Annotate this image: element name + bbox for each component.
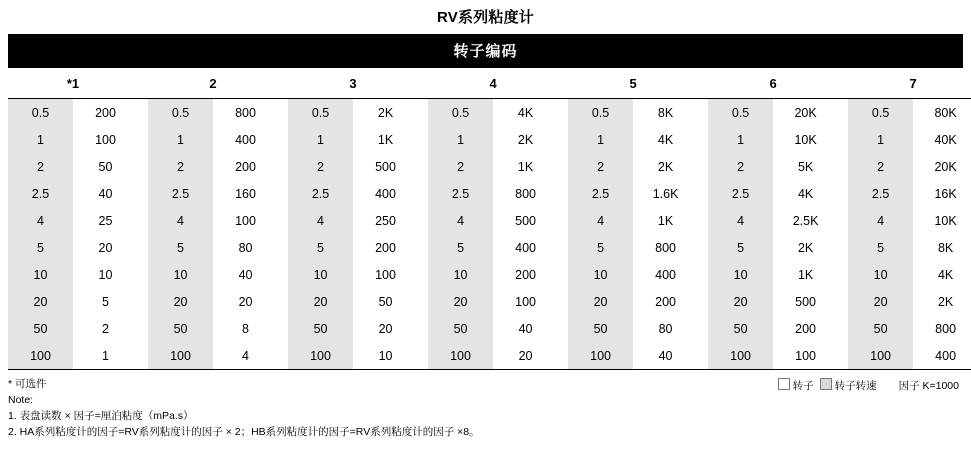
cell-rotor-speed: 20: [8, 288, 73, 315]
cell-gap: [698, 315, 708, 342]
cell-factor: 80K: [913, 99, 971, 127]
cell-gap: [278, 315, 288, 342]
column-header-1: *1: [8, 68, 138, 99]
column-header-5: 5: [568, 68, 698, 99]
cell-factor: 800: [633, 234, 698, 261]
cell-rotor-speed: 5: [428, 234, 493, 261]
header-gap: [558, 68, 568, 99]
cell-rotor-speed: 100: [848, 342, 913, 370]
cell-rotor-speed: 50: [8, 315, 73, 342]
cell-gap: [558, 315, 568, 342]
header-gap: [838, 68, 848, 99]
cell-gap: [838, 180, 848, 207]
note-1: 1. 表盘读数 × 因子=厘泊粘度（mPa.s）: [8, 410, 194, 422]
cell-gap: [558, 180, 568, 207]
cell-factor: 40: [73, 180, 138, 207]
cell-rotor-speed: 2.5: [148, 180, 213, 207]
cell-factor: 400: [213, 126, 278, 153]
cell-factor: 20: [353, 315, 418, 342]
cell-gap: [838, 207, 848, 234]
cell-rotor-speed: 0.5: [288, 99, 353, 127]
cell-factor: 10K: [913, 207, 971, 234]
column-header-6: 6: [708, 68, 838, 99]
cell-factor: 50: [73, 153, 138, 180]
cell-gap: [838, 315, 848, 342]
cell-rotor-speed: 4: [848, 207, 913, 234]
cell-gap: [418, 342, 428, 370]
cell-rotor-speed: 2: [848, 153, 913, 180]
cell-gap: [278, 99, 288, 127]
cell-factor: 20K: [773, 99, 838, 127]
cell-gap: [278, 180, 288, 207]
cell-factor: 800: [913, 315, 971, 342]
cell-factor: 1: [73, 342, 138, 370]
cell-gap: [838, 234, 848, 261]
cell-rotor-speed: 20: [428, 288, 493, 315]
cell-gap: [698, 234, 708, 261]
header-gap: [278, 68, 288, 99]
cell-gap: [558, 288, 568, 315]
table-row: [8, 288, 971, 315]
cell-factor: 160: [213, 180, 278, 207]
header-gap: [698, 68, 708, 99]
cell-factor: 25: [73, 207, 138, 234]
cell-factor: 5K: [773, 153, 838, 180]
table-row: [8, 126, 971, 153]
cell-gap: [698, 342, 708, 370]
cell-gap: [698, 261, 708, 288]
cell-gap: [838, 288, 848, 315]
cell-gap: [278, 342, 288, 370]
cell-factor: 4K: [773, 180, 838, 207]
table-row: [8, 180, 971, 207]
cell-gap: [418, 126, 428, 153]
cell-gap: [138, 234, 148, 261]
cell-factor: 200: [773, 315, 838, 342]
cell-rotor-speed: 50: [568, 315, 633, 342]
cell-factor: 4: [213, 342, 278, 370]
cell-factor: 200: [353, 234, 418, 261]
cell-gap: [138, 288, 148, 315]
cell-gap: [698, 207, 708, 234]
cell-factor: 4K: [633, 126, 698, 153]
cell-rotor-speed: 1: [8, 126, 73, 153]
cell-factor: 10K: [773, 126, 838, 153]
cell-factor: 40: [493, 315, 558, 342]
cell-rotor-speed: 2: [568, 153, 633, 180]
cell-rotor-speed: 2.5: [708, 180, 773, 207]
cell-factor: 1K: [773, 261, 838, 288]
cell-rotor-speed: 5: [848, 234, 913, 261]
cell-gap: [418, 99, 428, 127]
cell-gap: [138, 180, 148, 207]
cell-rotor-speed: 10: [148, 261, 213, 288]
cell-rotor-speed: 1: [568, 126, 633, 153]
cell-rotor-speed: 4: [708, 207, 773, 234]
cell-rotor-speed: 5: [148, 234, 213, 261]
cell-gap: [698, 153, 708, 180]
cell-rotor-speed: 1: [708, 126, 773, 153]
legend: [778, 378, 959, 394]
cell-gap: [558, 234, 568, 261]
table-row: [8, 261, 971, 288]
cell-gap: [558, 126, 568, 153]
cell-rotor-speed: 50: [148, 315, 213, 342]
cell-factor: 1K: [353, 126, 418, 153]
cell-factor: 200: [73, 99, 138, 127]
cell-factor: 2K: [493, 126, 558, 153]
cell-rotor-speed: 100: [568, 342, 633, 370]
legend-speed: [820, 378, 877, 394]
cell-factor: 400: [633, 261, 698, 288]
cell-gap: [418, 153, 428, 180]
cell-gap: [138, 153, 148, 180]
cell-rotor-speed: 10: [848, 261, 913, 288]
cell-rotor-speed: 10: [288, 261, 353, 288]
cell-gap: [138, 261, 148, 288]
cell-factor: 4K: [493, 99, 558, 127]
cell-rotor-speed: 5: [708, 234, 773, 261]
cell-gap: [698, 126, 708, 153]
cell-factor: 1.6K: [633, 180, 698, 207]
cell-rotor-speed: 2.5: [288, 180, 353, 207]
cell-factor: 100: [213, 207, 278, 234]
cell-gap: [278, 153, 288, 180]
cell-factor: 400: [913, 342, 971, 370]
note-label: Note:: [8, 394, 34, 406]
table-row: [8, 342, 971, 370]
cell-gap: [138, 315, 148, 342]
cell-rotor-speed: 50: [848, 315, 913, 342]
table-row: [8, 153, 971, 180]
column-header-4: 4: [428, 68, 558, 99]
cell-rotor-speed: 4: [148, 207, 213, 234]
cell-rotor-speed: 2.5: [848, 180, 913, 207]
cell-factor: 250: [353, 207, 418, 234]
cell-rotor-speed: 2.5: [428, 180, 493, 207]
cell-rotor-speed: 2: [708, 153, 773, 180]
table-row: [8, 99, 971, 127]
cell-gap: [838, 153, 848, 180]
cell-factor: 20: [493, 342, 558, 370]
column-header-7: 7: [848, 68, 971, 99]
cell-factor: 20: [213, 288, 278, 315]
cell-factor: 100: [73, 126, 138, 153]
cell-factor: 8K: [633, 99, 698, 127]
cell-gap: [838, 126, 848, 153]
cell-factor: 500: [493, 207, 558, 234]
cell-rotor-speed: 0.5: [568, 99, 633, 127]
cell-factor: 20K: [913, 153, 971, 180]
cell-gap: [558, 342, 568, 370]
cell-gap: [838, 342, 848, 370]
cell-factor: 80: [213, 234, 278, 261]
cell-gap: [278, 288, 288, 315]
cell-rotor-speed: 0.5: [708, 99, 773, 127]
cell-gap: [138, 126, 148, 153]
cell-factor: 400: [353, 180, 418, 207]
cell-gap: [278, 207, 288, 234]
cell-gap: [278, 234, 288, 261]
cell-rotor-speed: 10: [568, 261, 633, 288]
cell-gap: [418, 207, 428, 234]
cell-rotor-speed: 100: [428, 342, 493, 370]
cell-factor: 800: [213, 99, 278, 127]
cell-rotor-speed: 5: [288, 234, 353, 261]
footer: [8, 376, 963, 440]
optional-note: * 可选件: [8, 378, 47, 390]
cell-factor: 100: [493, 288, 558, 315]
cell-gap: [558, 261, 568, 288]
cell-rotor-speed: 100: [8, 342, 73, 370]
cell-rotor-speed: 20: [288, 288, 353, 315]
cell-gap: [418, 315, 428, 342]
cell-rotor-speed: 1: [148, 126, 213, 153]
cell-rotor-speed: 50: [428, 315, 493, 342]
cell-rotor-speed: 1: [428, 126, 493, 153]
cell-rotor-speed: 10: [8, 261, 73, 288]
cell-factor: 40: [213, 261, 278, 288]
cell-factor: 2K: [913, 288, 971, 315]
column-header-2: 2: [148, 68, 278, 99]
cell-factor: 400: [493, 234, 558, 261]
column-header-3: 3: [288, 68, 418, 99]
cell-gap: [698, 288, 708, 315]
cell-factor: 1K: [633, 207, 698, 234]
cell-factor: 4K: [913, 261, 971, 288]
cell-rotor-speed: 20: [708, 288, 773, 315]
cell-factor: 500: [353, 153, 418, 180]
cell-factor: 2.5K: [773, 207, 838, 234]
cell-factor: 2K: [353, 99, 418, 127]
cell-gap: [418, 288, 428, 315]
cell-rotor-speed: 0.5: [848, 99, 913, 127]
cell-rotor-speed: 5: [8, 234, 73, 261]
table-row: [8, 207, 971, 234]
cell-factor: 100: [773, 342, 838, 370]
cell-rotor-speed: 10: [428, 261, 493, 288]
cell-factor: 800: [493, 180, 558, 207]
legend-swatch-gray-icon: [820, 378, 832, 390]
cell-gap: [838, 99, 848, 127]
cell-rotor-speed: 100: [148, 342, 213, 370]
page-title: RV系列粘度计: [437, 9, 534, 26]
cell-factor: 10: [73, 261, 138, 288]
cell-factor: 80: [633, 315, 698, 342]
table-row: [8, 234, 971, 261]
cell-rotor-speed: 2: [148, 153, 213, 180]
cell-rotor-speed: 2.5: [8, 180, 73, 207]
cell-factor: 100: [353, 261, 418, 288]
cell-gap: [418, 180, 428, 207]
legend-rotor-label: 转子: [792, 380, 814, 392]
cell-gap: [698, 180, 708, 207]
cell-factor: 10: [353, 342, 418, 370]
cell-factor: 8K: [913, 234, 971, 261]
cell-gap: [558, 153, 568, 180]
cell-rotor-speed: 100: [708, 342, 773, 370]
cell-gap: [278, 126, 288, 153]
table-header-row: [8, 68, 971, 99]
cell-rotor-speed: 4: [288, 207, 353, 234]
legend-swatch-white-icon: [778, 378, 790, 390]
cell-factor: 1K: [493, 153, 558, 180]
cell-factor: 50: [353, 288, 418, 315]
cell-factor: 200: [493, 261, 558, 288]
cell-rotor-speed: 0.5: [8, 99, 73, 127]
cell-gap: [558, 99, 568, 127]
cell-gap: [278, 261, 288, 288]
table-row: [8, 315, 971, 342]
header-gap: [138, 68, 148, 99]
cell-rotor-speed: 2.5: [568, 180, 633, 207]
cell-factor: 200: [213, 153, 278, 180]
cell-rotor-speed: 50: [288, 315, 353, 342]
cell-rotor-speed: 2: [428, 153, 493, 180]
note-2: 2. HA系列粘度计的因子=RV系列粘度计的因子 × 2；HB系列粘度计的因子=RV系列粘度计的因子 ×8。: [8, 426, 480, 438]
cell-rotor-speed: 4: [428, 207, 493, 234]
cell-gap: [138, 207, 148, 234]
cell-rotor-speed: 100: [288, 342, 353, 370]
table-body: [8, 99, 971, 370]
legend-factor-label: 因子 K=1000: [898, 380, 959, 392]
header-gap: [418, 68, 428, 99]
cell-factor: 8: [213, 315, 278, 342]
cell-gap: [138, 342, 148, 370]
cell-factor: 5: [73, 288, 138, 315]
cell-factor: 40K: [913, 126, 971, 153]
cell-rotor-speed: 2: [8, 153, 73, 180]
cell-gap: [558, 207, 568, 234]
section-banner: 转子编码: [8, 34, 963, 68]
legend-speed-label: 转子转速: [834, 380, 877, 392]
cell-rotor-speed: 20: [568, 288, 633, 315]
rotor-code-table: [8, 68, 971, 370]
cell-gap: [698, 99, 708, 127]
cell-rotor-speed: 1: [288, 126, 353, 153]
cell-gap: [418, 234, 428, 261]
cell-factor: 200: [633, 288, 698, 315]
cell-factor: 2: [73, 315, 138, 342]
cell-gap: [418, 261, 428, 288]
cell-rotor-speed: 4: [8, 207, 73, 234]
legend-rotor: [778, 378, 814, 394]
cell-gap: [138, 99, 148, 127]
cell-rotor-speed: 50: [708, 315, 773, 342]
cell-rotor-speed: 10: [708, 261, 773, 288]
cell-factor: 500: [773, 288, 838, 315]
cell-rotor-speed: 5: [568, 234, 633, 261]
cell-rotor-speed: 20: [148, 288, 213, 315]
cell-rotor-speed: 2: [288, 153, 353, 180]
cell-rotor-speed: 1: [848, 126, 913, 153]
cell-rotor-speed: 0.5: [428, 99, 493, 127]
cell-rotor-speed: 20: [848, 288, 913, 315]
cell-factor: 20: [73, 234, 138, 261]
cell-rotor-speed: 0.5: [148, 99, 213, 127]
cell-factor: 2K: [773, 234, 838, 261]
cell-gap: [838, 261, 848, 288]
cell-factor: 40: [633, 342, 698, 370]
cell-factor: 16K: [913, 180, 971, 207]
cell-factor: 2K: [633, 153, 698, 180]
cell-rotor-speed: 4: [568, 207, 633, 234]
